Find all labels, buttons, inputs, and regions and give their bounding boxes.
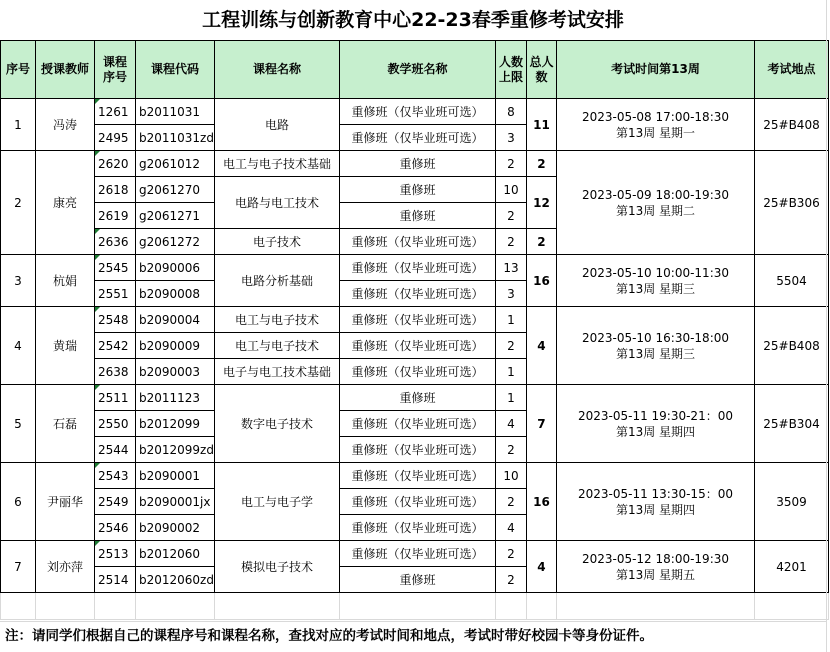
class-cell[interactable]: 重修班 <box>339 567 495 593</box>
exam-time: 2023-05-12 18:00-19:30 <box>581 551 729 566</box>
course-name-cell[interactable]: 电工与电子技术 <box>214 333 339 359</box>
exam-week: 第13周 星期三 <box>615 281 696 296</box>
course-no-value: 2513 <box>98 546 129 561</box>
cap-cell[interactable]: 4 <box>495 411 526 437</box>
course-no-cell[interactable] <box>95 541 136 567</box>
class-cell[interactable]: 重修班（仅毕业班可选） <box>339 333 495 359</box>
sheet-edge <box>826 0 830 652</box>
code-cell[interactable]: b2090009 <box>136 333 215 359</box>
course-no-value: 2543 <box>98 468 129 483</box>
course-no-value: 2545 <box>98 260 129 275</box>
empty-cell[interactable] <box>495 593 526 620</box>
course-no-cell[interactable] <box>95 151 136 177</box>
header-total <box>526 41 556 99</box>
course-no-cell[interactable] <box>95 99 136 125</box>
total-cell[interactable]: 4 <box>526 541 556 593</box>
exam-time: 2023-05-10 16:30-18:00 <box>581 330 729 345</box>
seq-cell[interactable]: 3 <box>1 255 36 307</box>
code-cell[interactable]: b2090001jx <box>136 489 215 515</box>
exam-week: 第13周 星期五 <box>615 567 696 582</box>
course-no-cell[interactable] <box>95 307 136 333</box>
exam-place-cell[interactable]: 25#B408 <box>754 99 828 151</box>
comment-marker <box>95 307 100 312</box>
exam-time: 2023-05-09 18:00-19:30 <box>581 187 729 202</box>
code-cell[interactable]: b2012099 <box>136 411 215 437</box>
class-cell[interactable]: 重修班（仅毕业班可选） <box>339 463 495 489</box>
comment-marker <box>95 541 100 546</box>
seq-cell[interactable]: 2 <box>1 151 36 255</box>
exam-time-cell[interactable] <box>556 255 754 307</box>
code-cell[interactable]: g2061272 <box>136 229 215 255</box>
comment-marker <box>95 229 100 234</box>
class-cell[interactable]: 重修班 <box>339 177 495 203</box>
exam-week: 第13周 星期四 <box>615 502 696 517</box>
exam-schedule-table <box>0 40 829 620</box>
class-cell[interactable]: 重修班 <box>339 203 495 229</box>
course-no-value: 2511 <box>98 390 129 405</box>
course-name-cell[interactable]: 数字电子技术 <box>214 385 339 463</box>
exam-time: 2023-05-11 19:30-21：00 <box>577 408 733 423</box>
code-cell[interactable]: b2090008 <box>136 281 215 307</box>
cap-cell[interactable]: 10 <box>495 463 526 489</box>
course-no-cell[interactable]: 2550 <box>95 411 136 437</box>
course-no-value: 1261 <box>98 104 129 119</box>
cap-cell[interactable]: 2 <box>495 541 526 567</box>
teacher-cell[interactable]: 冯涛 <box>36 99 95 151</box>
course-no-cell[interactable]: 2544 <box>95 437 136 463</box>
code-cell[interactable]: b2012060zd <box>136 567 215 593</box>
code-cell[interactable]: b2011031 <box>136 99 215 125</box>
header-name: 课程名称 <box>214 41 339 99</box>
header-code: 课程代码 <box>136 41 215 99</box>
cap-cell[interactable]: 2 <box>495 489 526 515</box>
course-name-cell[interactable]: 电工与电子学 <box>214 463 339 541</box>
exam-time-cell[interactable] <box>556 541 754 593</box>
course-name-cell[interactable]: 模拟电子技术 <box>214 541 339 593</box>
comment-marker <box>95 463 100 468</box>
total-cell[interactable]: 4 <box>526 307 556 385</box>
sheet-title: 工程训练与创新教育中心22-23春季重修考试安排 <box>0 0 826 41</box>
cap-cell[interactable]: 2 <box>495 229 526 255</box>
empty-cell[interactable] <box>754 593 828 620</box>
total-cell[interactable]: 2 <box>526 151 556 177</box>
teacher-cell[interactable]: 康亮 <box>36 151 95 255</box>
course-name-cell[interactable]: 电工与电子技术基础 <box>214 151 339 177</box>
cap-cell[interactable]: 2 <box>495 567 526 593</box>
header-total-line2: 数 <box>535 69 548 84</box>
table-row <box>1 541 829 567</box>
course-name-cell[interactable]: 电子与电工技术基础 <box>214 359 339 385</box>
header-course-no-line1: 课程 <box>102 54 127 69</box>
class-cell[interactable]: 重修班 <box>339 151 495 177</box>
seq-cell[interactable]: 6 <box>1 463 36 541</box>
exam-time-cell[interactable] <box>556 99 754 151</box>
teacher-cell[interactable]: 刘亦萍 <box>36 541 95 593</box>
teacher-cell[interactable]: 黄瑞 <box>36 307 95 385</box>
course-no-cell[interactable]: 2514 <box>95 567 136 593</box>
comment-marker <box>95 151 100 156</box>
cap-cell[interactable]: 3 <box>495 281 526 307</box>
empty-cell[interactable] <box>95 593 136 620</box>
course-no-cell[interactable] <box>95 385 136 411</box>
empty-cell[interactable] <box>214 593 339 620</box>
total-cell[interactable]: 11 <box>526 99 556 151</box>
code-cell[interactable]: b2011123 <box>136 385 215 411</box>
header-cap-line2: 上限 <box>498 69 523 84</box>
course-no-value: 2548 <box>98 312 129 327</box>
header-place: 考试地点 <box>754 41 828 99</box>
header-total-line1: 总人 <box>529 54 554 69</box>
class-cell[interactable]: 重修班（仅毕业班可选） <box>339 541 495 567</box>
exam-time-cell[interactable] <box>556 463 754 541</box>
total-cell[interactable]: 16 <box>526 255 556 307</box>
class-cell[interactable]: 重修班（仅毕业班可选） <box>339 229 495 255</box>
class-cell[interactable]: 重修班 <box>339 385 495 411</box>
comment-marker <box>95 385 100 390</box>
course-no-cell[interactable]: 2619 <box>95 203 136 229</box>
course-no-value: 2620 <box>98 156 129 171</box>
total-cell[interactable]: 16 <box>526 463 556 541</box>
course-no-cell[interactable]: 2618 <box>95 177 136 203</box>
table-row <box>1 463 829 489</box>
cap-cell[interactable]: 13 <box>495 255 526 281</box>
cap-cell[interactable]: 8 <box>495 99 526 125</box>
course-no-cell[interactable]: 2495 <box>95 125 136 151</box>
seq-cell[interactable]: 5 <box>1 385 36 463</box>
exam-place-cell[interactable]: 25#B306 <box>754 151 828 255</box>
course-no-cell[interactable]: 2542 <box>95 333 136 359</box>
table-row <box>1 99 829 125</box>
table-row <box>1 307 829 333</box>
cap-cell[interactable]: 3 <box>495 125 526 151</box>
course-no-cell[interactable] <box>95 463 136 489</box>
seq-cell[interactable]: 1 <box>1 99 36 151</box>
exam-place-cell[interactable]: 4201 <box>754 541 828 593</box>
exam-place-cell[interactable]: 25#B304 <box>754 385 828 463</box>
empty-cell[interactable] <box>1 593 36 620</box>
class-cell[interactable]: 重修班（仅毕业班可选） <box>339 281 495 307</box>
header-course-no <box>95 41 136 99</box>
table-row <box>1 151 829 177</box>
exam-time-cell[interactable] <box>556 151 754 255</box>
exam-week: 第13周 星期三 <box>615 346 696 361</box>
course-no-cell[interactable] <box>95 255 136 281</box>
course-no-cell[interactable]: 2546 <box>95 515 136 541</box>
course-name-cell[interactable]: 电路 <box>214 99 339 151</box>
exam-place-cell[interactable]: 5504 <box>754 255 828 307</box>
cap-cell[interactable]: 4 <box>495 515 526 541</box>
header-row <box>1 41 829 99</box>
code-cell[interactable]: b2090002 <box>136 515 215 541</box>
teacher-cell[interactable]: 尹丽华 <box>36 463 95 541</box>
exam-time: 2023-05-11 13:30-15：00 <box>577 486 733 501</box>
cap-cell[interactable]: 1 <box>495 307 526 333</box>
header-time: 考试时间第13周 <box>556 41 754 99</box>
exam-place-cell[interactable]: 25#B408 <box>754 307 828 385</box>
course-no-cell[interactable]: 2551 <box>95 281 136 307</box>
teacher-cell[interactable]: 石磊 <box>36 385 95 463</box>
cap-cell[interactable]: 2 <box>495 203 526 229</box>
total-cell[interactable]: 7 <box>526 385 556 463</box>
code-cell[interactable]: b2012060 <box>136 541 215 567</box>
header-cap <box>495 41 526 99</box>
class-cell[interactable]: 重修班（仅毕业班可选） <box>339 515 495 541</box>
comment-marker <box>95 255 100 260</box>
class-cell[interactable]: 重修班（仅毕业班可选） <box>339 307 495 333</box>
class-cell[interactable]: 重修班（仅毕业班可选） <box>339 99 495 125</box>
cap-cell[interactable]: 2 <box>495 333 526 359</box>
code-cell[interactable]: b2012099zd <box>136 437 215 463</box>
teacher-cell[interactable]: 杭娟 <box>36 255 95 307</box>
exam-time-cell[interactable] <box>556 307 754 385</box>
exam-time: 2023-05-08 17:00-18:30 <box>581 109 729 124</box>
cap-cell[interactable]: 2 <box>495 151 526 177</box>
cap-cell[interactable]: 10 <box>495 177 526 203</box>
comment-marker <box>95 99 100 104</box>
empty-row <box>1 593 829 620</box>
header-cap-line1: 人数 <box>498 54 523 69</box>
code-cell[interactable]: g2061012 <box>136 151 215 177</box>
course-no-cell[interactable]: 2549 <box>95 489 136 515</box>
empty-cell[interactable] <box>36 593 95 620</box>
seq-cell[interactable]: 7 <box>1 541 36 593</box>
course-name-cell[interactable]: 电路与电工技术 <box>214 177 339 229</box>
class-cell[interactable]: 重修班（仅毕业班可选） <box>339 359 495 385</box>
course-no-value: 2636 <box>98 234 129 249</box>
exam-time: 2023-05-10 10:00-11:30 <box>581 265 729 280</box>
code-cell[interactable]: b2090001 <box>136 463 215 489</box>
exam-week: 第13周 星期四 <box>615 424 696 439</box>
table-row <box>1 255 829 281</box>
exam-week: 第13周 星期二 <box>615 203 696 218</box>
footer-note: 注：请同学们根据自己的课程序号和课程名称，查找对应的考试时间和地点，考试时带好校园卡等身份证件。 <box>0 621 826 649</box>
total-cell[interactable]: 2 <box>526 229 556 255</box>
empty-cell[interactable] <box>339 593 495 620</box>
header-seq: 序号 <box>1 41 36 99</box>
code-cell[interactable]: g2061271 <box>136 203 215 229</box>
course-no-cell[interactable] <box>95 229 136 255</box>
class-cell[interactable]: 重修班（仅毕业班可选） <box>339 255 495 281</box>
code-cell[interactable]: b2090004 <box>136 307 215 333</box>
empty-cell[interactable] <box>136 593 215 620</box>
cap-cell[interactable]: 1 <box>495 359 526 385</box>
class-cell[interactable]: 重修班（仅毕业班可选） <box>339 125 495 151</box>
code-cell[interactable]: b2011031zd <box>136 125 215 151</box>
course-name-cell[interactable]: 电工与电子技术 <box>214 307 339 333</box>
seq-cell[interactable]: 4 <box>1 307 36 385</box>
exam-place-cell[interactable]: 3509 <box>754 463 828 541</box>
course-name-cell[interactable]: 电路分析基础 <box>214 255 339 307</box>
course-no-cell[interactable]: 2638 <box>95 359 136 385</box>
code-cell[interactable]: b2090003 <box>136 359 215 385</box>
header-class: 教学班名称 <box>339 41 495 99</box>
header-course-no-line2: 序号 <box>102 69 127 84</box>
course-name-cell[interactable]: 电子技术 <box>214 229 339 255</box>
exam-time-cell[interactable] <box>556 385 754 463</box>
class-cell[interactable]: 重修班（仅毕业班可选） <box>339 411 495 437</box>
empty-cell[interactable] <box>526 593 556 620</box>
empty-cell[interactable] <box>556 593 754 620</box>
cap-cell[interactable]: 1 <box>495 385 526 411</box>
exam-week: 第13周 星期一 <box>615 125 696 140</box>
code-cell[interactable]: b2090006 <box>136 255 215 281</box>
total-cell[interactable]: 12 <box>526 177 556 229</box>
table-row <box>1 385 829 411</box>
class-cell[interactable]: 重修班（仅毕业班可选） <box>339 437 495 463</box>
header-teacher: 授课教师 <box>36 41 95 99</box>
class-cell[interactable]: 重修班（仅毕业班可选） <box>339 489 495 515</box>
cap-cell[interactable]: 2 <box>495 437 526 463</box>
code-cell[interactable]: g2061270 <box>136 177 215 203</box>
